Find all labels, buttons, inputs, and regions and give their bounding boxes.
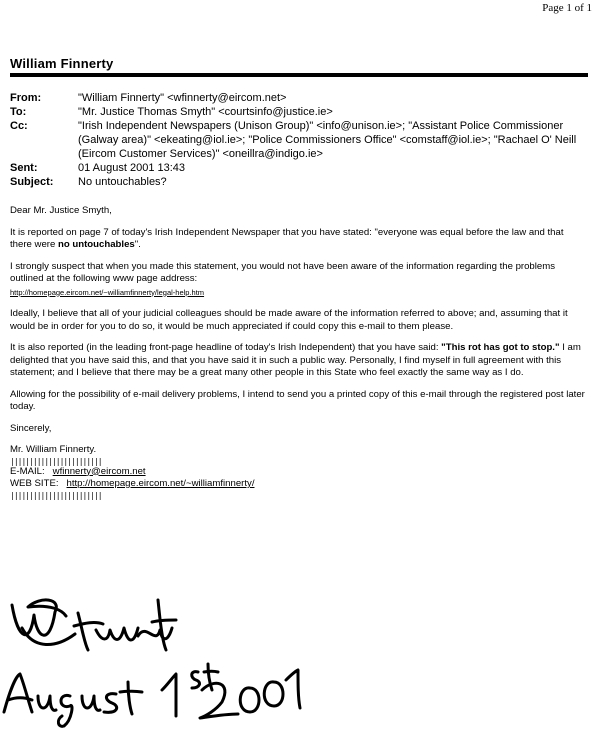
email-label: E-MAIL: — [10, 465, 45, 477]
handwritten-signature — [12, 600, 176, 650]
header-value: "William Finnerty" <wfinnerty@eircom.net> — [78, 92, 287, 104]
page-number: Page 1 of 1 — [542, 2, 592, 14]
header-value: 01 August 2001 13:43 — [78, 162, 186, 174]
text: ". — [134, 239, 141, 250]
signature-name: Mr. William Finnerty. — [10, 444, 97, 455]
closing: Sincerely, — [10, 422, 52, 434]
sender-name-heading: William Finnerty — [10, 56, 114, 71]
header-label: Cc: — [10, 120, 28, 132]
text: It is also reported (in the leading front-page headline of today's Irish Independent) that you have said: — [10, 342, 442, 353]
emphasis: "This rot has got to stop." — [441, 342, 560, 353]
header-value: No untouchables? — [78, 176, 167, 188]
separator-marks: |||||||||||||||||||||||| — [10, 456, 102, 466]
emphasis: no untouchables — [58, 239, 135, 250]
paragraph-3: Ideally, I believe that all of your judicial colleagues should be made aware of the information referred to above; and, assuming that it would be in order for you to do so, it would be much appreciated if could copy this e-mail to them please. — [10, 308, 568, 332]
email-link[interactable]: wfinnerty@eircom.net — [52, 465, 146, 477]
header-label: Sent: — [10, 162, 38, 174]
text: I am delighted that you have said this, and that you have said it in such a public way. Personally, I find myself in full agreement with this statement; and I believe that there may be a great many other people in this State who feel exactly the same way as I do. — [10, 342, 581, 378]
header-label: Subject: — [10, 176, 54, 188]
handwritten-date — [4, 664, 300, 726]
legal-help-link[interactable]: http://homepage.eircom.net/~williamfinnerty/legal-help.htm — [10, 287, 205, 297]
salutation: Dear Mr. Justice Smyth, — [10, 205, 112, 216]
header-value: "Mr. Justice Thomas Smyth" <courtsinfo@justice.ie> — [78, 106, 333, 118]
text: It is reported on page 7 of today's Irish Independent Newspaper that you have stated: "everyone was equal before the law and that there were — [10, 226, 564, 250]
paragraph-5: Allowing for the possibility of e-mail delivery problems, I intend to send you a printed copy of this e-mail through the registered post later today. — [10, 388, 585, 412]
header-label: From: — [10, 92, 42, 104]
header-value: "Irish Independent Newspapers (Unison Group)" <info@unison.ie>; "Assistant Police Commissioner (Galway area)" <ekeating@iol.ie>; "Police Commissioners Office" <comstaff@iol.ie>; "Rachael O' Neill (Eircom Customer Services)" <oneillra@indigo.ie> — [78, 120, 577, 160]
website-link[interactable]: http://homepage.eircom.net/~williamfinnerty/ — [66, 478, 255, 489]
text: I strongly suspect that when you made this statement, you would not have been aware of the information regarding the problems outlined at the following www page address: — [10, 260, 556, 284]
separator-marks: |||||||||||||||||||||||| — [10, 490, 102, 500]
website-label: WEB SITE: — [10, 478, 59, 489]
header-label: To: — [10, 106, 27, 118]
